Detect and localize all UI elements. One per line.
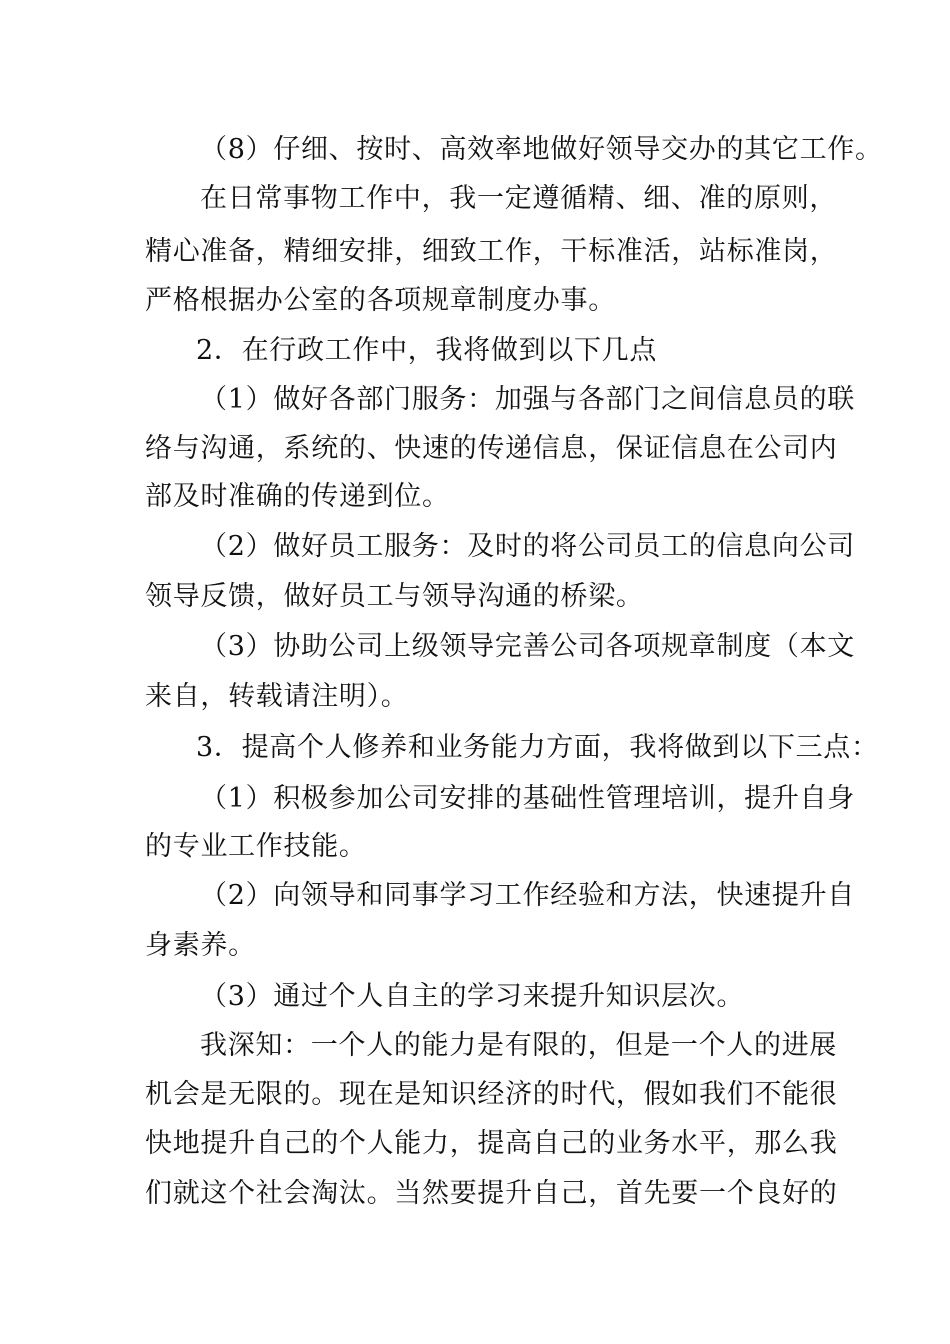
text-line: （8）仔细、按时、高效率地做好领导交办的其它工作。: [200, 134, 883, 165]
text-line: 3．提高个人修养和业务能力方面，我将做到以下三点：: [196, 732, 879, 763]
text-line: 2．在行政工作中，我将做到以下几点: [196, 335, 658, 366]
text-line: 部及时准确的传递到位。: [145, 481, 450, 512]
text-line: （2）做好员工服务：及时的将公司员工的信息向公司: [200, 531, 855, 562]
text-line: 的专业工作技能。: [145, 831, 367, 862]
text-line: （3）通过个人自主的学习来提升知识层次。: [200, 981, 745, 1012]
text-line: 机会是无限的。现在是知识经济的时代，假如我们不能很: [145, 1079, 838, 1110]
text-line: 精心准备，精细安排，细致工作，干标准活，站标准岗，: [145, 236, 838, 267]
text-line: 来自，转载请注明）。: [145, 681, 409, 712]
text-line: 在日常事物工作中，我一定遵循精、细、准的原则，: [200, 183, 838, 214]
text-line: 领导反馈，做好员工与领导沟通的桥梁。: [145, 581, 644, 612]
text-line: （1）积极参加公司安排的基础性管理培训，提升自身: [200, 783, 855, 814]
text-line: 身素养。: [145, 930, 256, 961]
text-line: 我深知：一个人的能力是有限的，但是一个人的进展: [200, 1030, 838, 1061]
text-line: 严格根据办公室的各项规章制度办事。: [145, 285, 616, 316]
text-line: （3）协助公司上级领导完善公司各项规章制度（本文: [200, 631, 855, 662]
text-line: 们就这个社会淘汰。当然要提升自己，首先要一个良好的: [145, 1178, 838, 1209]
text-line: （1）做好各部门服务：加强与各部门之间信息员的联: [200, 384, 855, 415]
text-line: （2）向领导和同事学习工作经验和方法，快速提升自: [200, 880, 855, 911]
text-line: 络与沟通，系统的、快速的传递信息，保证信息在公司内: [145, 433, 838, 464]
text-line: 快地提升自己的个人能力，提高自己的业务水平，那么我: [145, 1128, 838, 1159]
